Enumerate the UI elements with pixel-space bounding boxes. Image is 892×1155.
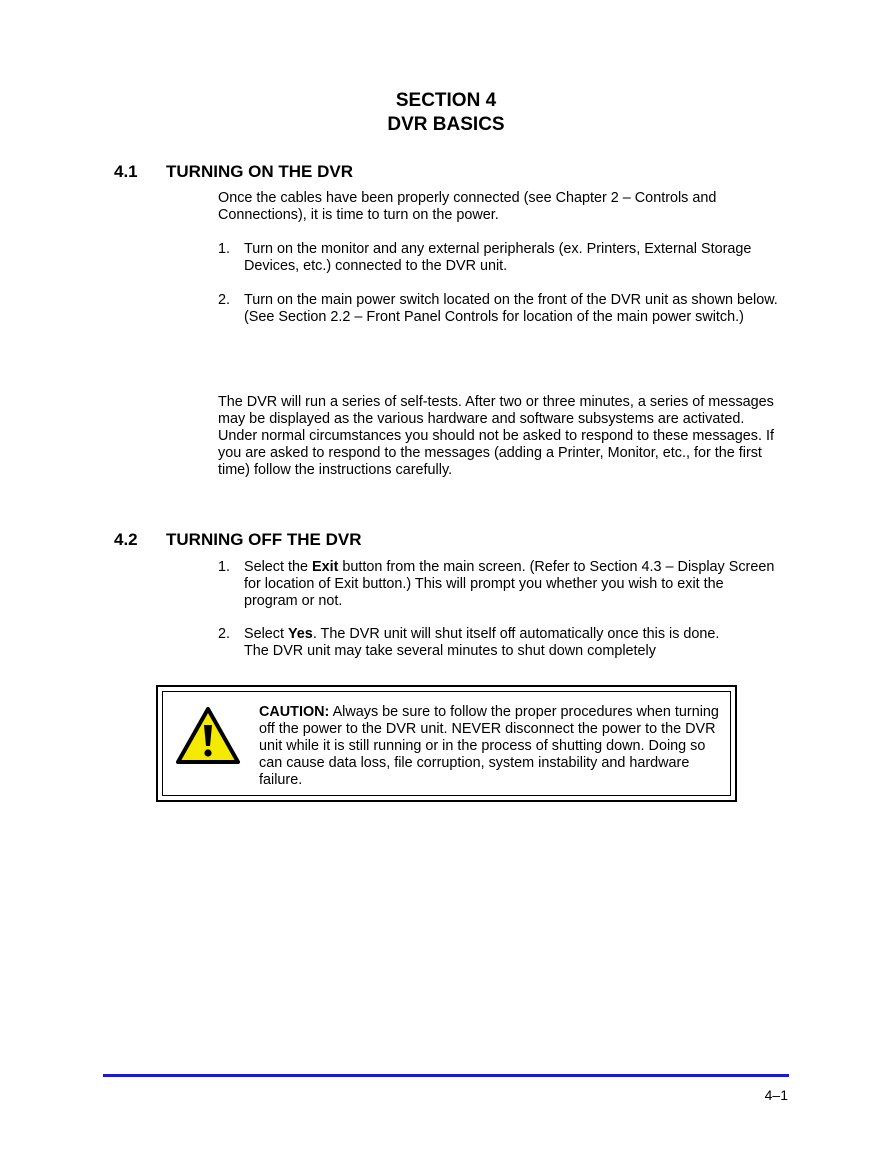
section-heading-4-2 xyxy=(114,530,362,550)
step-text: . The DVR unit will shut itself off automatically once this is done. xyxy=(312,626,720,642)
caution-box xyxy=(156,685,737,802)
section-number: 4.2 xyxy=(114,530,138,549)
step-text: Select the xyxy=(244,559,312,575)
caution-label: CAUTION: xyxy=(259,704,330,720)
caution-body: Always be sure to follow the proper procedures when turning off the power to the DVR unit. NEVER disconnect the power to the DVR unit while it is still running or in the process of shutting down. Doing so can cause data loss, file corruption, system instability and hardware failure. xyxy=(259,704,719,788)
list-marker: 1. xyxy=(218,559,231,575)
list-item xyxy=(218,626,778,660)
footer-rule xyxy=(103,1074,789,1077)
list-item-text xyxy=(244,559,778,610)
list-item xyxy=(218,241,778,275)
section-number: 4.1 xyxy=(114,162,138,181)
step-text: The DVR unit may take several minutes to shut down completely xyxy=(244,643,656,659)
warning-triangle-icon xyxy=(175,706,241,766)
section-heading-text: TURNING OFF THE DVR xyxy=(166,530,362,549)
intro-paragraph: Once the cables have been properly connected (see Chapter 2 – Controls and Connections), it is time to turn on the power. xyxy=(218,190,717,223)
section-heading-text: TURNING ON THE DVR xyxy=(166,162,353,181)
caution-text xyxy=(259,704,721,789)
list-item xyxy=(218,292,778,326)
list-item-text xyxy=(244,626,778,660)
list-marker: 1. xyxy=(218,241,231,257)
section-heading-4-1 xyxy=(114,162,353,182)
step-text: button from the main screen. (Refer to Section 4.3 – Display Screen for location of Exit button.) This will prompt you whether you wish to exit the program or not. xyxy=(244,559,775,609)
caution-inner-frame xyxy=(162,691,731,796)
section-title: SECTION 4 xyxy=(395,90,497,111)
section-subtitle: DVR BASICS xyxy=(387,114,505,135)
list-item-text: Turn on the monitor and any external peripherals (ex. Printers, External Storage Devices, etc.) connected to the DVR unit. xyxy=(244,241,752,274)
exit-keyword: Exit xyxy=(312,559,339,575)
list-item xyxy=(218,559,778,610)
yes-keyword: Yes xyxy=(288,626,313,642)
step-text: Select xyxy=(244,626,288,642)
list-marker: 2. xyxy=(218,626,231,642)
list-item-text: Turn on the main power switch located on the front of the DVR unit as shown below. (See Section 2.2 – Front Panel Controls for location of the main power switch.) xyxy=(244,292,778,325)
self-test-paragraph: The DVR will run a series of self-tests. After two or three minutes, a series of messages may be displayed as the various hardware and software subsystems are activated. Under normal circumstances you should not be asked to respond to these messages. If you are asked to respond to the messages (adding a Printer, Monitor, etc., for the first time) follow the instructions carefully. xyxy=(218,394,774,478)
list-marker: 2. xyxy=(218,292,231,308)
page-number: 4–1 xyxy=(764,1087,788,1103)
page-title xyxy=(0,89,892,137)
